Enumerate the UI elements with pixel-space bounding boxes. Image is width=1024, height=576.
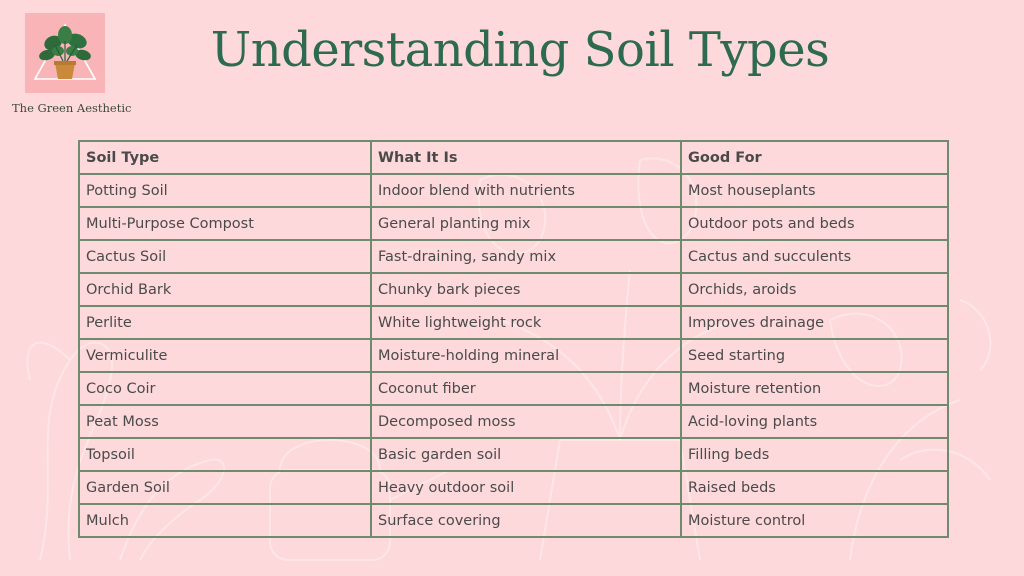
soil-type-cell: Topsoil [79, 438, 371, 471]
table-row [79, 504, 948, 537]
table-row [79, 273, 948, 306]
good-for-cell: Acid-loving plants [681, 405, 948, 438]
table-row [79, 306, 948, 339]
soil-type-cell: Garden Soil [79, 471, 371, 504]
what-it-is-cell: Moisture-holding mineral [371, 339, 681, 372]
good-for-cell: Improves drainage [681, 306, 948, 339]
page-title: Understanding Soil Types [210, 22, 830, 78]
potted-monstera-plant-icon [25, 13, 105, 93]
table-row [79, 174, 948, 207]
table-row [79, 438, 948, 471]
column-header-good-for: Good For [681, 141, 948, 174]
good-for-cell: Orchids, aroids [681, 273, 948, 306]
what-it-is-cell: Basic garden soil [371, 438, 681, 471]
soil-type-cell: Cactus Soil [79, 240, 371, 273]
brand-logo [25, 13, 105, 93]
what-it-is-cell: Indoor blend with nutrients [371, 174, 681, 207]
good-for-cell: Moisture retention [681, 372, 948, 405]
table-row [79, 207, 948, 240]
brand-name: The Green Aesthetic [12, 101, 132, 115]
what-it-is-cell: Chunky bark pieces [371, 273, 681, 306]
what-it-is-cell: Decomposed moss [371, 405, 681, 438]
table-row [79, 405, 948, 438]
soil-types-table [78, 140, 949, 538]
table-row [79, 471, 948, 504]
good-for-cell: Filling beds [681, 438, 948, 471]
what-it-is-cell: General planting mix [371, 207, 681, 240]
what-it-is-cell: Heavy outdoor soil [371, 471, 681, 504]
what-it-is-cell: Surface covering [371, 504, 681, 537]
soil-type-cell: Coco Coir [79, 372, 371, 405]
column-header-soil-type: Soil Type [79, 141, 371, 174]
column-header-what-it-is: What It Is [371, 141, 681, 174]
what-it-is-cell: Fast-draining, sandy mix [371, 240, 681, 273]
soil-type-cell: Potting Soil [79, 174, 371, 207]
soil-type-cell: Perlite [79, 306, 371, 339]
good-for-cell: Cactus and succulents [681, 240, 948, 273]
good-for-cell: Seed starting [681, 339, 948, 372]
what-it-is-cell: Coconut fiber [371, 372, 681, 405]
soil-type-cell: Peat Moss [79, 405, 371, 438]
good-for-cell: Outdoor pots and beds [681, 207, 948, 240]
table-row [79, 240, 948, 273]
soil-type-cell: Mulch [79, 504, 371, 537]
soil-type-cell: Orchid Bark [79, 273, 371, 306]
soil-type-cell: Multi-Purpose Compost [79, 207, 371, 240]
table-row [79, 372, 948, 405]
good-for-cell: Moisture control [681, 504, 948, 537]
what-it-is-cell: White lightweight rock [371, 306, 681, 339]
good-for-cell: Raised beds [681, 471, 948, 504]
good-for-cell: Most houseplants [681, 174, 948, 207]
table-row [79, 339, 948, 372]
table-header-row [79, 141, 948, 174]
soil-type-cell: Vermiculite [79, 339, 371, 372]
